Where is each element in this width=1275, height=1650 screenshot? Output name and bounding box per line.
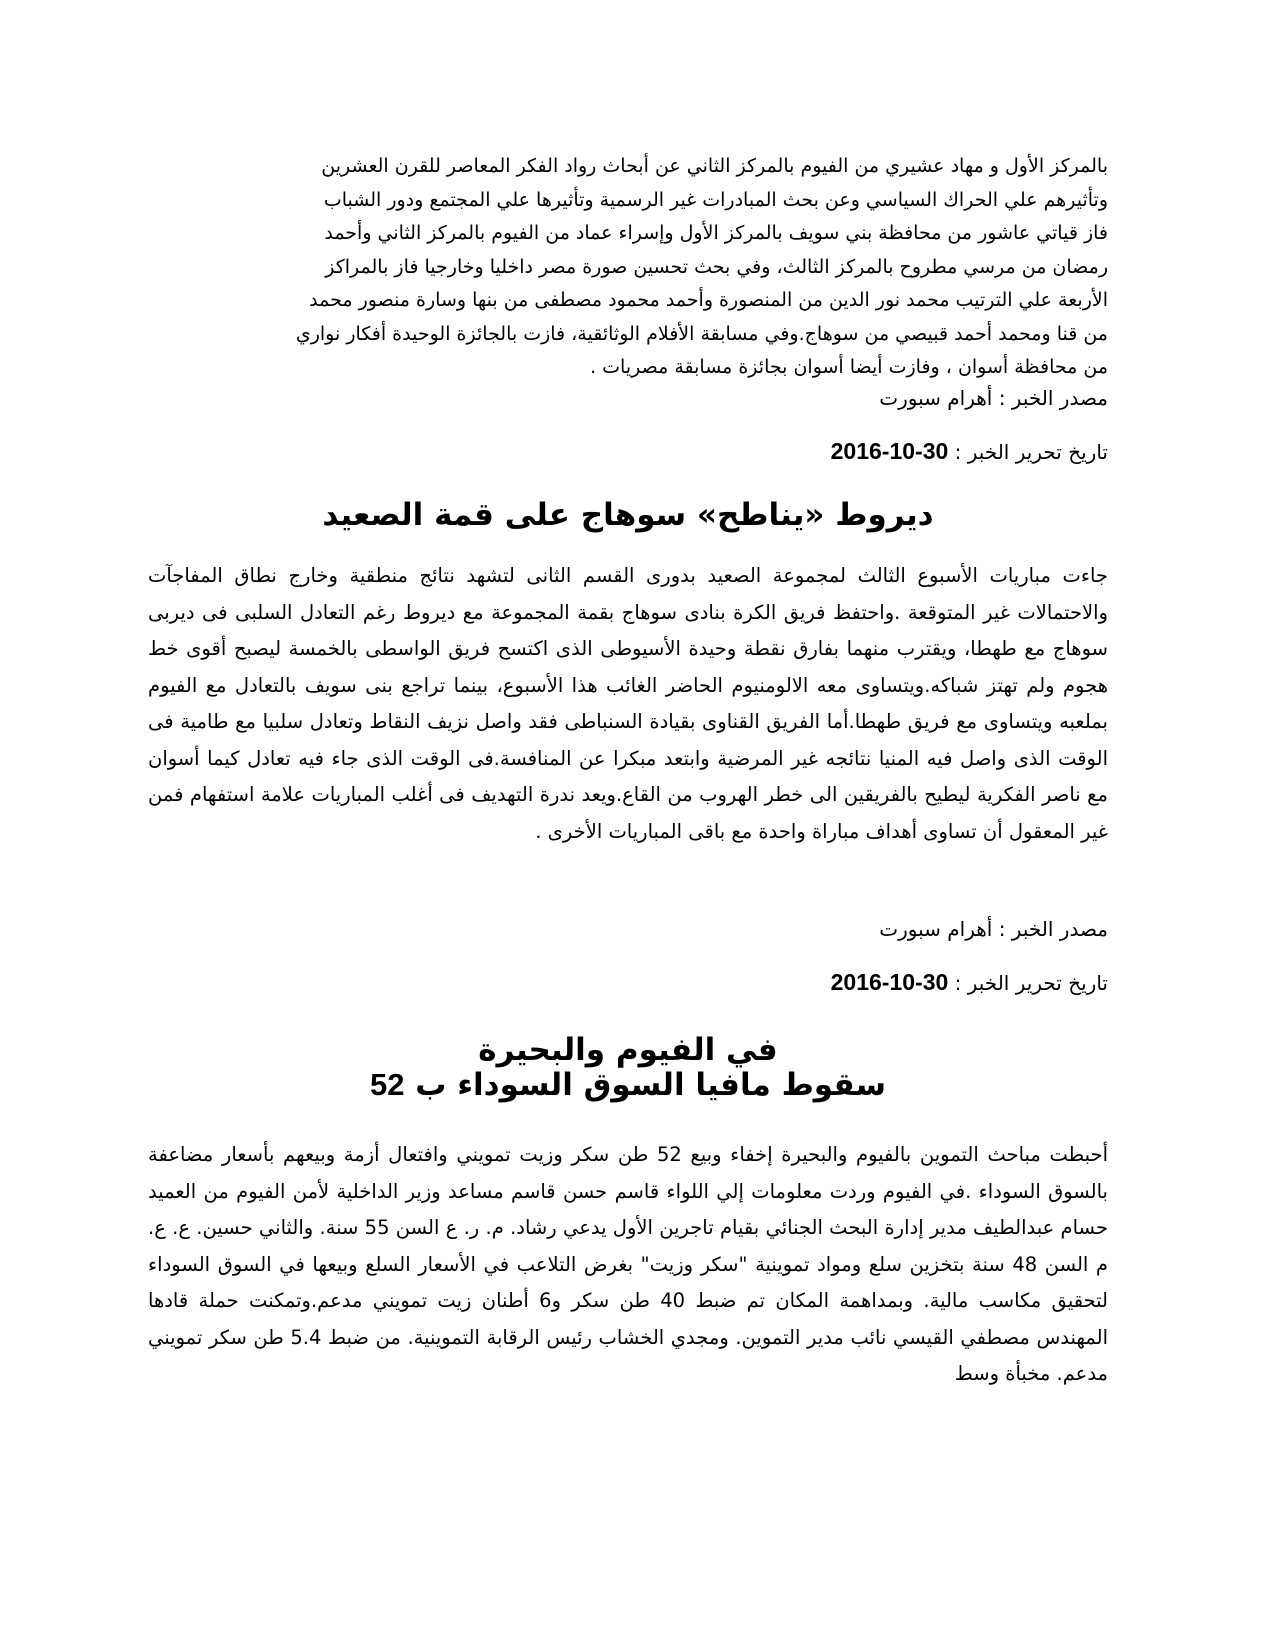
article2-date-line xyxy=(148,968,1108,997)
article3-headline-line2 xyxy=(148,1065,1108,1105)
date-value: 2016-10-30 xyxy=(830,969,949,995)
article2-source: مصدر الخبر : أهرام سبورت xyxy=(879,917,1108,941)
article2-body: جاءت مباريات الأسبوع الثالث لمجموعة الصعيد بدورى القسم الثانى لتشهد نتائج منطقية وخارج نطاق المفاجآت والاحتمالات غير المتوقعة .واحتفظ فريق الكرة بنادى سوهاج بقمة المجموعة مع ديروط رغم التعادل السلبى فى ديربى سوهاج مع طهطا، ويقترب منهما بفارق نقطة وحيدة الأسيوطى الذى اكتسح فريق الواسطى بالخمسة ليصبح أقوى خط هجوم ولم تهتز شباكه.ويتساوى معه الالومنيوم الحاضر الغائب هذا الأسبوع، بينما تراجع بنى سويف بالتعادل مع الفيوم بملعبه ويتساوى مع فريق طهطا.أما الفريق القناوى بقيادة السنباطى فقد واصل نزيف النقاط وتعادل سلبيا مع طامية فى الوقت الذى واصل فيه المنيا نتائجه غير المرضية وابتعد مبكرا عن المنافسة.فى الوقت الذى جاء فيه تعادل كيما أسوان مع ناصر الفكرية ليطيح بالفريقين الى خطر الهروب من القاع.ويعد ندرة التهديف فى أغلب المباريات علامة استفهام فمن غير المعقول أن تساوى أهداف مباراة واحدة مع باقى المباريات الأخرى . xyxy=(148,564,1108,843)
date-label: تاريخ تحرير الخبر : xyxy=(948,440,1108,464)
article1-line: من محافظة أسوان ، وفازت أيضا أسوان بجائزة مسابقة مصريات . xyxy=(590,356,1108,378)
article3-headline-line1: في الفيوم والبحيرة xyxy=(478,1032,778,1068)
article1-line: الأربعة علي الترتيب محمد نور الدين من المنصورة وأحمد محمود مصطفى من بنها وسارة منصور محمد xyxy=(309,289,1108,311)
article1-line: بالمركز الأول و مهاد عشيري من الفيوم بالمركز الثاني عن أبحاث رواد الفكر المعاصر للقرن العشرين xyxy=(321,155,1108,177)
article1-line: وتأثيرهم علي الحراك السياسي وعن بحث المبادرات غير الرسمية وتأثيرها علي المجتمع ودور الشباب xyxy=(323,188,1108,211)
article1-date-line xyxy=(148,437,1108,466)
article1-paragraph xyxy=(148,150,1108,385)
headline-number: 52 xyxy=(369,1067,405,1102)
article1-line: فاز قياتي عاشور من محافظة بني سويف بالمركز الأول وإسراء عماد من الفيوم بالمركز الثاني وأحمد xyxy=(324,222,1108,244)
article1-source: مصدر الخبر : أهرام سبورت xyxy=(879,386,1108,410)
headline-text: سقوط مافيا السوق السوداء ب xyxy=(404,1067,887,1103)
article1-line: رمضان من مرسي مطروح بالمركز الثالث، وفي بحث تحسين صورة مصر داخليا وخارجيا فاز بالمراكز xyxy=(325,255,1108,278)
article2-headline: ديروط «يناطح» سوهاج على قمة الصعيد xyxy=(322,497,934,533)
date-value: 2016-10-30 xyxy=(830,438,949,464)
date-label: تاريخ تحرير الخبر : xyxy=(948,971,1108,995)
article1-line: من قنا ومحمد أحمد قبيصي من سوهاج.وفي مسابقة الأفلام الوثائقية، فازت بالجائزة الوحيدة أفكار نواري xyxy=(295,322,1108,345)
article3-body: أحبطت مباحث التموين بالفيوم والبحيرة إخفاء وبيع 52 طن سكر وزيت تمويني وافتعال أزمة وبيعهم بأسعار مضاعفة بالسوق السوداء .في الفيوم وردت معلومات إلي اللواء قاسم حسن قاسم مساعد وزير الداخلية لأمن الفيوم من العميد حسام عبدالطيف مدير إدارة البحث الجنائي بقيام تاجرين الأول يدعي رشاد. م. ر. ع السن 55 سنة. والثاني حسين. ع. ع. م السن 48 سنة بتخزين سلع ومواد تموينية "سكر وزيت" بغرض التلاعب في الأسعار السلع وبيعها في السوق السوداء لتحقيق مكاسب مالية. وبمداهمة المكان تم ضبط 40 طن سكر و6 أطنان زيت تمويني مدعم.وتمكنت حملة قادها المهندس مصطفي القيسي نائب مدير التموين. ومجدي الخشاب رئيس الرقابة التموينية. من ضبط 5.4 طن سكر تمويني مدعم. مخبأة وسط xyxy=(148,1143,1109,1385)
